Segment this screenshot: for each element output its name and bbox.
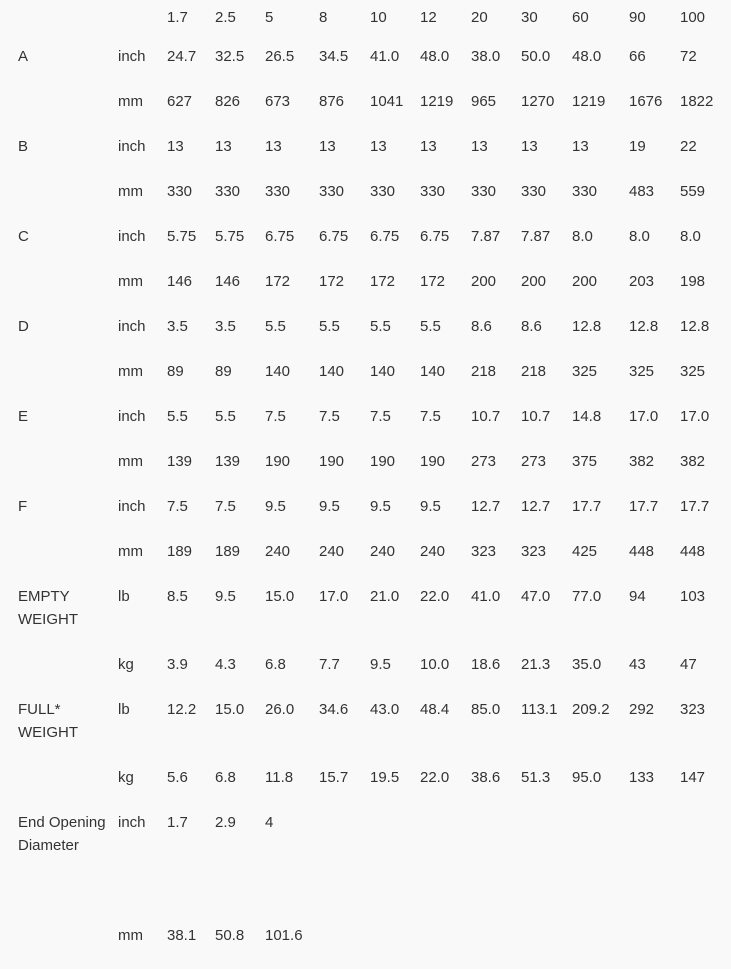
value-cell: 330 [521,183,547,200]
row-label: B [18,138,29,155]
value-cell: 13 [370,138,387,155]
value-cell: 8.0 [680,228,701,245]
value-cell: 7.5 [265,408,286,425]
value-cell: 139 [215,453,241,470]
value-cell: 7.87 [471,228,501,245]
value-cell: 330 [215,183,241,200]
value-cell: 172 [420,273,446,290]
value-cell: 375 [572,453,598,470]
row-unit: inch [118,498,146,515]
value-cell: 200 [572,273,598,290]
value-cell [319,924,370,969]
value-cell: 627 [167,93,193,110]
value-cell: 113.1 [521,701,558,718]
value-cell [680,924,731,969]
value-cell: 12.7 [471,498,501,515]
value-cell: 240 [265,543,291,560]
value-cell: 330 [370,183,396,200]
value-cell: 15.0 [215,701,245,718]
value-cell: 559 [680,183,706,200]
value-cell: 34.5 [319,48,349,65]
value-cell: 85.0 [471,701,501,718]
value-cell: 189 [215,543,241,560]
value-cell: 5.5 [167,408,188,425]
value-cell: 15.7 [319,769,349,786]
value-cell: 13 [319,138,336,155]
row-unit: inch [118,814,146,831]
value-cell: 965 [471,93,497,110]
row-label: F [18,498,28,515]
value-cell: 9.5 [420,498,441,515]
value-cell: 133 [629,769,655,786]
size-cell: 30 [521,9,538,26]
value-cell: 22.0 [420,769,450,786]
row-label: C [18,228,29,245]
value-cell: 425 [572,543,598,560]
value-cell: 103 [680,588,706,605]
value-cell: 5.5 [265,318,286,335]
row-label [0,270,115,315]
value-cell: 17.7 [629,498,659,515]
value-cell: 1822 [680,93,714,110]
row-unit: mm [118,453,143,470]
value-cell: 382 [629,453,655,470]
value-cell: 448 [680,543,706,560]
value-cell: 8.5 [167,588,188,605]
row-label [0,924,115,969]
value-cell: 12.8 [572,318,602,335]
value-cell: 876 [319,93,345,110]
value-cell: 3.5 [167,318,188,335]
table-row [0,495,731,540]
row-unit: mm [118,543,143,560]
value-cell: 13 [521,138,538,155]
value-cell: 3.9 [167,656,188,673]
value-cell: 11.8 [265,769,294,786]
value-cell: 330 [420,183,446,200]
table-row [0,360,731,405]
value-cell: 41.0 [370,48,400,65]
value-cell: 9.5 [370,656,391,673]
value-cell: 5.5 [215,408,236,425]
row-unit: inch [118,408,146,425]
value-cell: 5.75 [167,228,197,245]
value-cell: 1219 [572,93,606,110]
row-label: EMPTY WEIGHT [18,588,78,628]
value-cell: 15.0 [265,588,295,605]
value-cell: 72 [680,48,697,65]
table-row [0,585,731,653]
value-cell [629,924,680,969]
header-blank [0,0,115,45]
value-cell: 8.6 [521,318,542,335]
table-row [0,180,731,225]
value-cell: 172 [265,273,291,290]
value-cell: 13 [167,138,184,155]
value-cell: 66 [629,48,646,65]
value-cell [420,924,471,969]
row-unit: mm [118,183,143,200]
value-cell: 203 [629,273,655,290]
value-cell: 382 [680,453,706,470]
value-cell: 200 [471,273,497,290]
value-cell: 200 [521,273,547,290]
value-cell: 95.0 [572,769,602,786]
row-label: FULL* WEIGHT [18,701,78,741]
row-label [0,540,115,585]
value-cell: 7.5 [215,498,236,515]
value-cell: 273 [471,453,497,470]
value-cell: 673 [265,93,291,110]
value-cell: 35.0 [572,656,602,673]
value-cell: 22 [680,138,697,155]
value-cell: 77.0 [572,588,602,605]
value-cell: 17.0 [680,408,710,425]
row-label: D [18,318,29,335]
value-cell: 14.8 [572,408,602,425]
value-cell: 189 [167,543,193,560]
size-cell: 60 [572,9,589,26]
value-cell [572,811,629,924]
size-cell: 12 [420,9,437,26]
value-cell: 190 [420,453,446,470]
value-cell [521,924,572,969]
value-cell: 17.0 [319,588,349,605]
value-cell: 19 [629,138,646,155]
value-cell: 22.0 [420,588,450,605]
value-cell: 38.1 [167,927,197,944]
value-cell: 7.87 [521,228,551,245]
value-cell: 50.8 [215,927,245,944]
size-cell: 8 [319,9,328,26]
value-cell: 17.7 [572,498,602,515]
value-cell: 24.7 [167,48,197,65]
value-cell: 6.75 [265,228,295,245]
row-label: A [18,48,29,65]
value-cell: 330 [572,183,598,200]
value-cell: 8.0 [572,228,593,245]
value-cell: 10.0 [420,656,450,673]
value-cell [629,811,680,924]
value-cell: 26.5 [265,48,295,65]
value-cell: 26.0 [265,701,295,718]
value-cell: 240 [319,543,345,560]
value-cell [319,811,370,924]
row-unit: mm [118,927,143,944]
value-cell: 448 [629,543,655,560]
table-row [0,698,731,766]
value-cell: 13 [572,138,589,155]
value-cell: 48.4 [420,701,450,718]
value-cell: 101.6 [265,927,303,944]
value-cell: 7.5 [319,408,340,425]
value-cell: 21.0 [370,588,400,605]
value-cell: 19.5 [370,769,400,786]
value-cell: 13 [265,138,282,155]
row-unit: kg [118,656,134,673]
value-cell: 21.3 [521,656,551,673]
value-cell: 13 [215,138,232,155]
value-cell: 330 [319,183,345,200]
row-unit: inch [118,138,146,155]
value-cell: 94 [629,588,646,605]
value-cell: 330 [167,183,193,200]
value-cell: 5.6 [167,769,188,786]
row-unit: inch [118,48,146,65]
value-cell: 6.8 [265,656,286,673]
value-cell: 139 [167,453,193,470]
value-cell: 190 [370,453,396,470]
value-cell [370,811,420,924]
value-cell: 47.0 [521,588,551,605]
value-cell: 826 [215,93,241,110]
value-cell: 140 [265,363,291,380]
value-cell: 12.8 [680,318,710,335]
value-cell: 12.8 [629,318,659,335]
row-label [0,450,115,495]
table-row [0,540,731,585]
value-cell: 325 [629,363,655,380]
value-cell: 48.0 [572,48,602,65]
size-cell: 2.5 [215,9,236,26]
value-cell: 7.7 [319,656,340,673]
value-cell: 325 [680,363,706,380]
row-unit: mm [118,363,143,380]
value-cell: 47 [680,656,697,673]
value-cell: 34.6 [319,701,349,718]
table-row [0,405,731,450]
row-label [0,90,115,135]
header-blank [115,0,167,45]
table-row [0,315,731,360]
value-cell: 330 [471,183,497,200]
value-cell: 38.6 [471,769,501,786]
value-cell: 9.5 [370,498,391,515]
value-cell: 89 [167,363,184,380]
value-cell: 4 [265,814,274,831]
row-label [0,766,115,811]
row-unit: mm [118,273,143,290]
row-label: End Opening Diameter [18,814,106,854]
size-cell: 100 [680,9,706,26]
value-cell: 6.75 [370,228,400,245]
table-row [0,135,731,180]
value-cell: 325 [572,363,598,380]
value-cell: 17.7 [680,498,710,515]
value-cell: 12.7 [521,498,551,515]
value-cell [680,811,731,924]
value-cell: 6.75 [420,228,450,245]
value-cell: 323 [521,543,547,560]
value-cell: 10.7 [471,408,501,425]
value-cell: 32.5 [215,48,245,65]
value-cell: 172 [370,273,396,290]
value-cell: 1041 [370,93,404,110]
table-row [0,90,731,135]
size-cell: 20 [471,9,488,26]
value-cell: 43.0 [370,701,400,718]
row-label [0,360,115,405]
table-row [0,225,731,270]
value-cell: 218 [471,363,497,380]
value-cell: 147 [680,769,706,786]
row-unit: lb [118,588,130,605]
value-cell: 190 [265,453,291,470]
value-cell: 323 [471,543,497,560]
row-unit: mm [118,93,143,110]
value-cell: 18.6 [471,656,501,673]
size-header-row [0,0,731,45]
table-row [0,924,731,969]
row-unit: inch [118,228,146,245]
size-cell: 90 [629,9,646,26]
size-cell: 10 [370,9,387,26]
value-cell: 218 [521,363,547,380]
value-cell: 198 [680,273,706,290]
value-cell: 5.5 [370,318,391,335]
value-cell: 292 [629,701,655,718]
value-cell: 8.0 [629,228,650,245]
value-cell [420,811,471,924]
value-cell: 51.3 [521,769,551,786]
value-cell: 240 [420,543,446,560]
value-cell: 140 [370,363,396,380]
value-cell: 9.5 [265,498,286,515]
value-cell: 172 [319,273,345,290]
value-cell: 240 [370,543,396,560]
value-cell: 12.2 [167,701,197,718]
value-cell: 8.6 [471,318,492,335]
value-cell: 48.0 [420,48,450,65]
value-cell: 2.9 [215,814,236,831]
value-cell: 5.5 [420,318,441,335]
value-cell: 3.5 [215,318,236,335]
value-cell: 1219 [420,93,454,110]
value-cell: 4.3 [215,656,236,673]
value-cell: 13 [471,138,488,155]
value-cell: 6.75 [319,228,349,245]
value-cell: 50.0 [521,48,551,65]
value-cell: 1270 [521,93,555,110]
value-cell [471,924,521,969]
value-cell: 9.5 [215,588,236,605]
table-row [0,811,731,924]
value-cell: 146 [167,273,193,290]
value-cell [471,811,521,924]
value-cell [370,924,420,969]
value-cell: 330 [265,183,291,200]
row-label: E [18,408,29,425]
row-unit: lb [118,701,130,718]
table-row [0,450,731,495]
value-cell: 10.7 [521,408,551,425]
value-cell: 209.2 [572,701,610,718]
value-cell: 41.0 [471,588,501,605]
value-cell: 140 [420,363,446,380]
table-row [0,653,731,698]
value-cell: 1676 [629,93,663,110]
value-cell: 6.8 [215,769,236,786]
row-label [0,180,115,225]
value-cell: 140 [319,363,345,380]
value-cell: 7.5 [370,408,391,425]
value-cell: 323 [680,701,706,718]
table-row [0,766,731,811]
value-cell: 5.75 [215,228,245,245]
value-cell: 190 [319,453,345,470]
value-cell: 38.0 [471,48,501,65]
value-cell: 1.7 [167,814,188,831]
row-label [0,653,115,698]
value-cell [572,924,629,969]
value-cell [521,811,572,924]
value-cell: 146 [215,273,241,290]
value-cell: 5.5 [319,318,340,335]
value-cell: 17.0 [629,408,659,425]
row-unit: inch [118,318,146,335]
table-row [0,45,731,90]
size-cell: 1.7 [167,9,188,26]
value-cell: 273 [521,453,547,470]
value-cell: 9.5 [319,498,340,515]
table-row [0,270,731,315]
value-cell: 483 [629,183,655,200]
size-cell: 5 [265,9,274,26]
value-cell: 43 [629,656,646,673]
row-unit: kg [118,769,134,786]
value-cell: 7.5 [420,408,441,425]
value-cell: 89 [215,363,232,380]
value-cell: 13 [420,138,437,155]
value-cell: 7.5 [167,498,188,515]
